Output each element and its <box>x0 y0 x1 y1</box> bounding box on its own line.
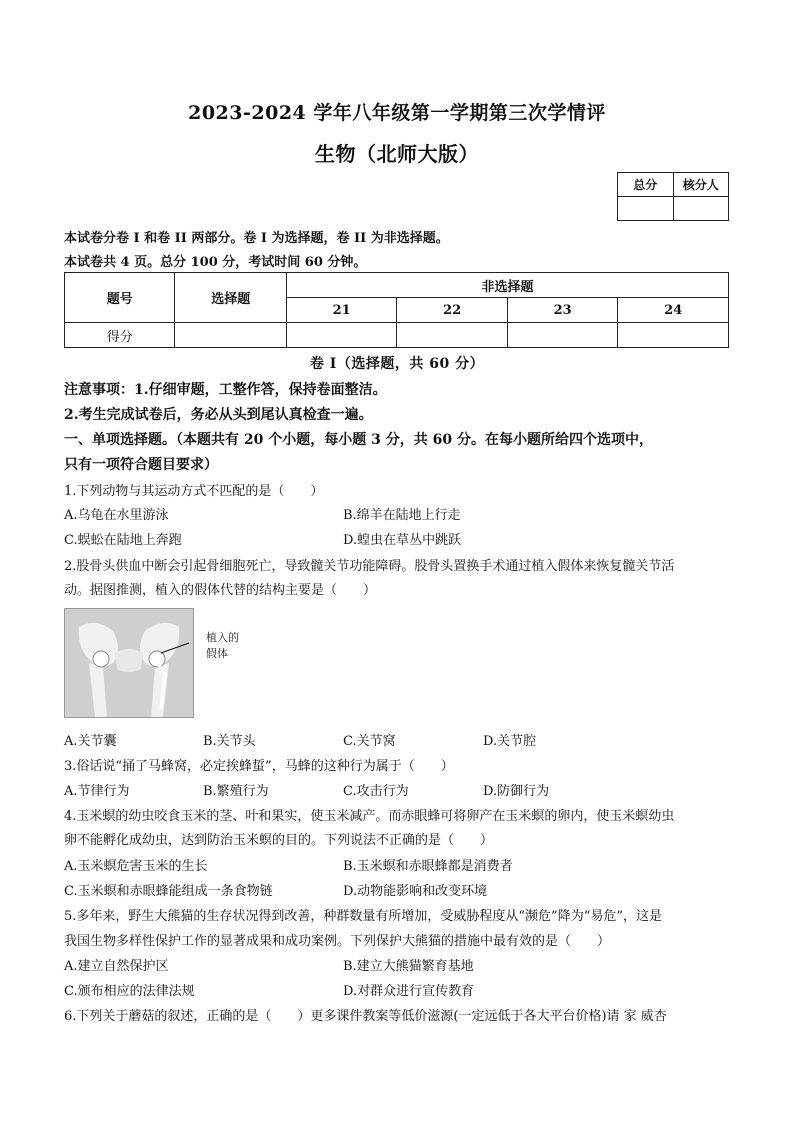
q3-stem: 3.俗话说“捅了马蜂窝，必定挨蜂蜇”，马蜂的这种行为属于（ ） <box>64 759 454 774</box>
score-cell-21 <box>286 323 397 348</box>
intro-line-2: 本试卷共 4 页。总分 100 分，考试时间 60 分钟。 <box>64 255 367 270</box>
q1-stem: 1.下列动物与其运动方式不匹配的是（ ） <box>64 484 324 499</box>
q5-stem-line-2: 我国生物多样性保护工作的显著成果和成功案例。下列保护大熊猫的措施中最有效的是（ ） <box>64 934 611 949</box>
q5-option-a: A.建立自然保护区 <box>64 959 169 974</box>
total-score-cell <box>618 197 674 221</box>
hip-xray-image <box>64 608 194 718</box>
volume-title: 卷 I（选择题，共 60 分） <box>309 356 485 372</box>
score-row-label: 得分 <box>65 323 175 348</box>
xray-label-line-1: 植入的 <box>206 631 239 644</box>
intro-line-1: 本试卷分卷 I 和卷 II 两部分。卷 I 为选择题，卷 II 为非选择题。 <box>64 231 449 246</box>
q3-option-a: A.节律行为 <box>64 784 130 799</box>
q2-option-a: A.关节囊 <box>64 734 117 749</box>
total-score-box <box>617 172 729 221</box>
hip-xray-drawing <box>65 609 193 717</box>
question-number-23: 23 <box>507 298 618 323</box>
notice-line-1: 注意事项：1.仔细审题，工整作答，保持卷面整洁。 <box>64 382 387 398</box>
xray-callout-label <box>206 630 262 662</box>
q1-option-c: C.蜈蚣在陆地上奔跑 <box>64 533 182 548</box>
q5-stem-line-1: 5.多年来，野生大熊猫的生存状况得到改善，种群数量有所增加，受威胁程度从“濒危”降为“易危”，这是 <box>64 909 662 924</box>
q5-option-d: D.对群众进行宣传教育 <box>343 984 475 999</box>
total-score-label: 总分 <box>618 173 674 197</box>
score-cell-choice <box>175 323 286 348</box>
notice-line-2: 2.考生完成试卷后，务必从头到尾认真检查一遍。 <box>64 407 373 423</box>
q1-option-a: A.乌龟在水里游泳 <box>64 508 169 523</box>
q4-stem-line-1: 4.玉米螟的幼虫咬食玉米的茎、叶和果实，使玉米减产。而赤眼蜂可将卵产在玉米螟的卵内，使玉米螟幼虫 <box>64 809 675 824</box>
exam-subtitle: 生物（北师大版） <box>315 142 479 166</box>
q3-option-c: C.攻击行为 <box>343 784 409 799</box>
q1-option-d: D.蝗虫在草丛中跳跃 <box>343 533 462 548</box>
q2-option-b: B.关节头 <box>203 734 256 749</box>
question-number-24: 24 <box>618 298 729 323</box>
q2-stem-line-2: 动。据图推测，植入的假体代替的结构主要是（ ） <box>64 583 377 598</box>
q4-option-b: B.玉米螟和赤眼蜂都是消费者 <box>343 859 513 874</box>
q4-option-d: D.动物能影响和改变环境 <box>343 884 488 899</box>
q4-option-a: A.玉米螟危害玉米的生长 <box>64 859 208 874</box>
score-cell-22 <box>397 323 508 348</box>
q2-option-c: C.关节窝 <box>343 734 396 749</box>
score-cell-23 <box>507 323 618 348</box>
q5-option-c: C.颁布相应的法律法规 <box>64 984 195 999</box>
xray-label-line-2: 假体 <box>206 647 228 660</box>
question-number-22: 22 <box>397 298 508 323</box>
checker-cell <box>673 197 729 221</box>
nonchoice-header: 非选择题 <box>286 273 728 298</box>
q4-stem-line-2: 卵不能孵化成幼虫，达到防治玉米螟的目的。下列说法不正确的是（ ） <box>64 833 494 848</box>
q1-option-b: B.绵羊在陆地上行走 <box>343 508 461 523</box>
q6-stem: 6.下列关于蘑菇的叙述，正确的是（ ）更多课件教案等低价滋源(一定远低于各大平台价格)请 家 威杏 <box>64 1009 667 1024</box>
question-number-header: 题号 <box>65 273 175 323</box>
q2-option-d: D.关节腔 <box>483 734 537 749</box>
q2-stem-line-1: 2.股骨头供血中断会引起骨细胞死亡，导致髋关节功能障碍。股骨头置换手术通过植入假体来恢复髋关节活 <box>64 559 675 574</box>
choice-header: 选择题 <box>175 273 286 323</box>
q4-option-c: C.玉米螟和赤眼蜂能组成一条食物链 <box>64 884 273 899</box>
part-title-line-1: 一、单项选择题。（本题共有 20 个小题，每小题 3 分，共 60 分。在每小题所给四个选项中， <box>64 432 653 448</box>
score-cell-24 <box>618 323 729 348</box>
part-title-line-2: 只有一项符合题目要求） <box>64 457 218 473</box>
exam-title: 2023-2024 学年八年级第一学期第三次学情评 <box>188 102 606 124</box>
grade-table <box>64 272 729 348</box>
question-number-21: 21 <box>286 298 397 323</box>
q3-option-b: B.繁殖行为 <box>203 784 269 799</box>
q5-option-b: B.建立大熊猫繁育基地 <box>343 959 474 974</box>
checker-label: 核分人 <box>673 173 729 197</box>
q3-option-d: D.防御行为 <box>483 784 550 799</box>
